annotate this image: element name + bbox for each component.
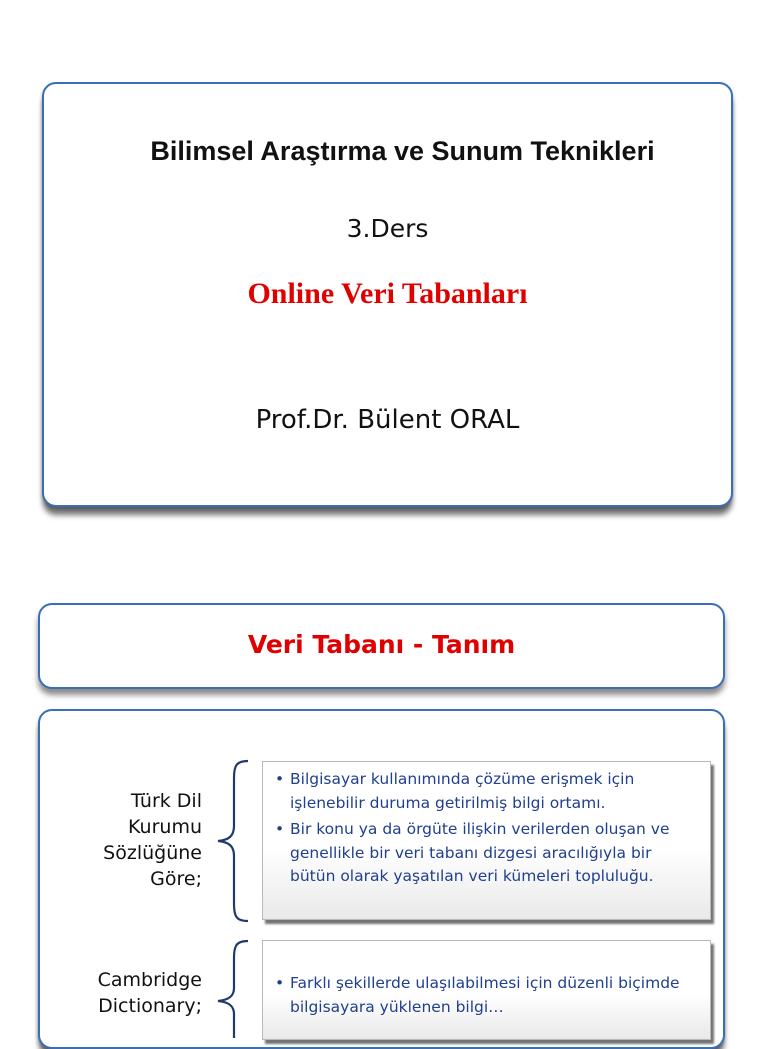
definition-box: [262, 761, 711, 920]
curly-brace-icon: [212, 758, 252, 924]
definition-slide-title: Veri Tabanı - Tanım: [247, 630, 516, 659]
label-line: Sözlüğüne: [103, 842, 202, 864]
course-title: Bilimsel Araştırma ve Sunum Teknikleri: [150, 136, 655, 166]
definition-source-label: [60, 788, 202, 892]
bullet-icon: •: [275, 974, 285, 992]
definition-text: Farklı şekillerde ulaşılabilmesi için düzenli biçimde bilgisayara yüklenen bilgi…: [290, 974, 680, 1016]
label-line: Kurumu: [128, 816, 202, 838]
curly-brace-icon: [212, 938, 252, 1038]
lesson-number: 3.Ders: [346, 214, 429, 243]
definition-box: [262, 940, 711, 1040]
list-item: [273, 972, 700, 1019]
list-item: [273, 818, 700, 889]
list-item: [273, 768, 700, 815]
definition-text: Bir konu ya da örgüte ilişkin verilerden oluşan ve genellikle bir veri tabanı dizgesi aracılığıyla bir bütün olarak yaşatılan veri kümeleri topluluğu.: [290, 820, 670, 885]
label-line: Göre;: [150, 868, 202, 890]
label-line: Türk Dil: [130, 790, 202, 812]
definition-slide-header: [38, 603, 725, 689]
definition-source-label: [60, 967, 202, 1019]
label-line: Cambridge: [97, 969, 202, 991]
bullet-icon: •: [275, 820, 285, 838]
lesson-topic: Online Veri Tabanları: [247, 277, 528, 310]
label-line: Dictionary;: [98, 995, 202, 1017]
definition-text: Bilgisayar kullanımında çözüme erişmek için işlenebilir duruma getirilmiş bilgi ortamı.: [290, 770, 635, 812]
author-name: Prof.Dr. Bülent ORAL: [255, 405, 520, 435]
title-slide: [42, 82, 733, 507]
bullet-icon: •: [275, 770, 285, 788]
